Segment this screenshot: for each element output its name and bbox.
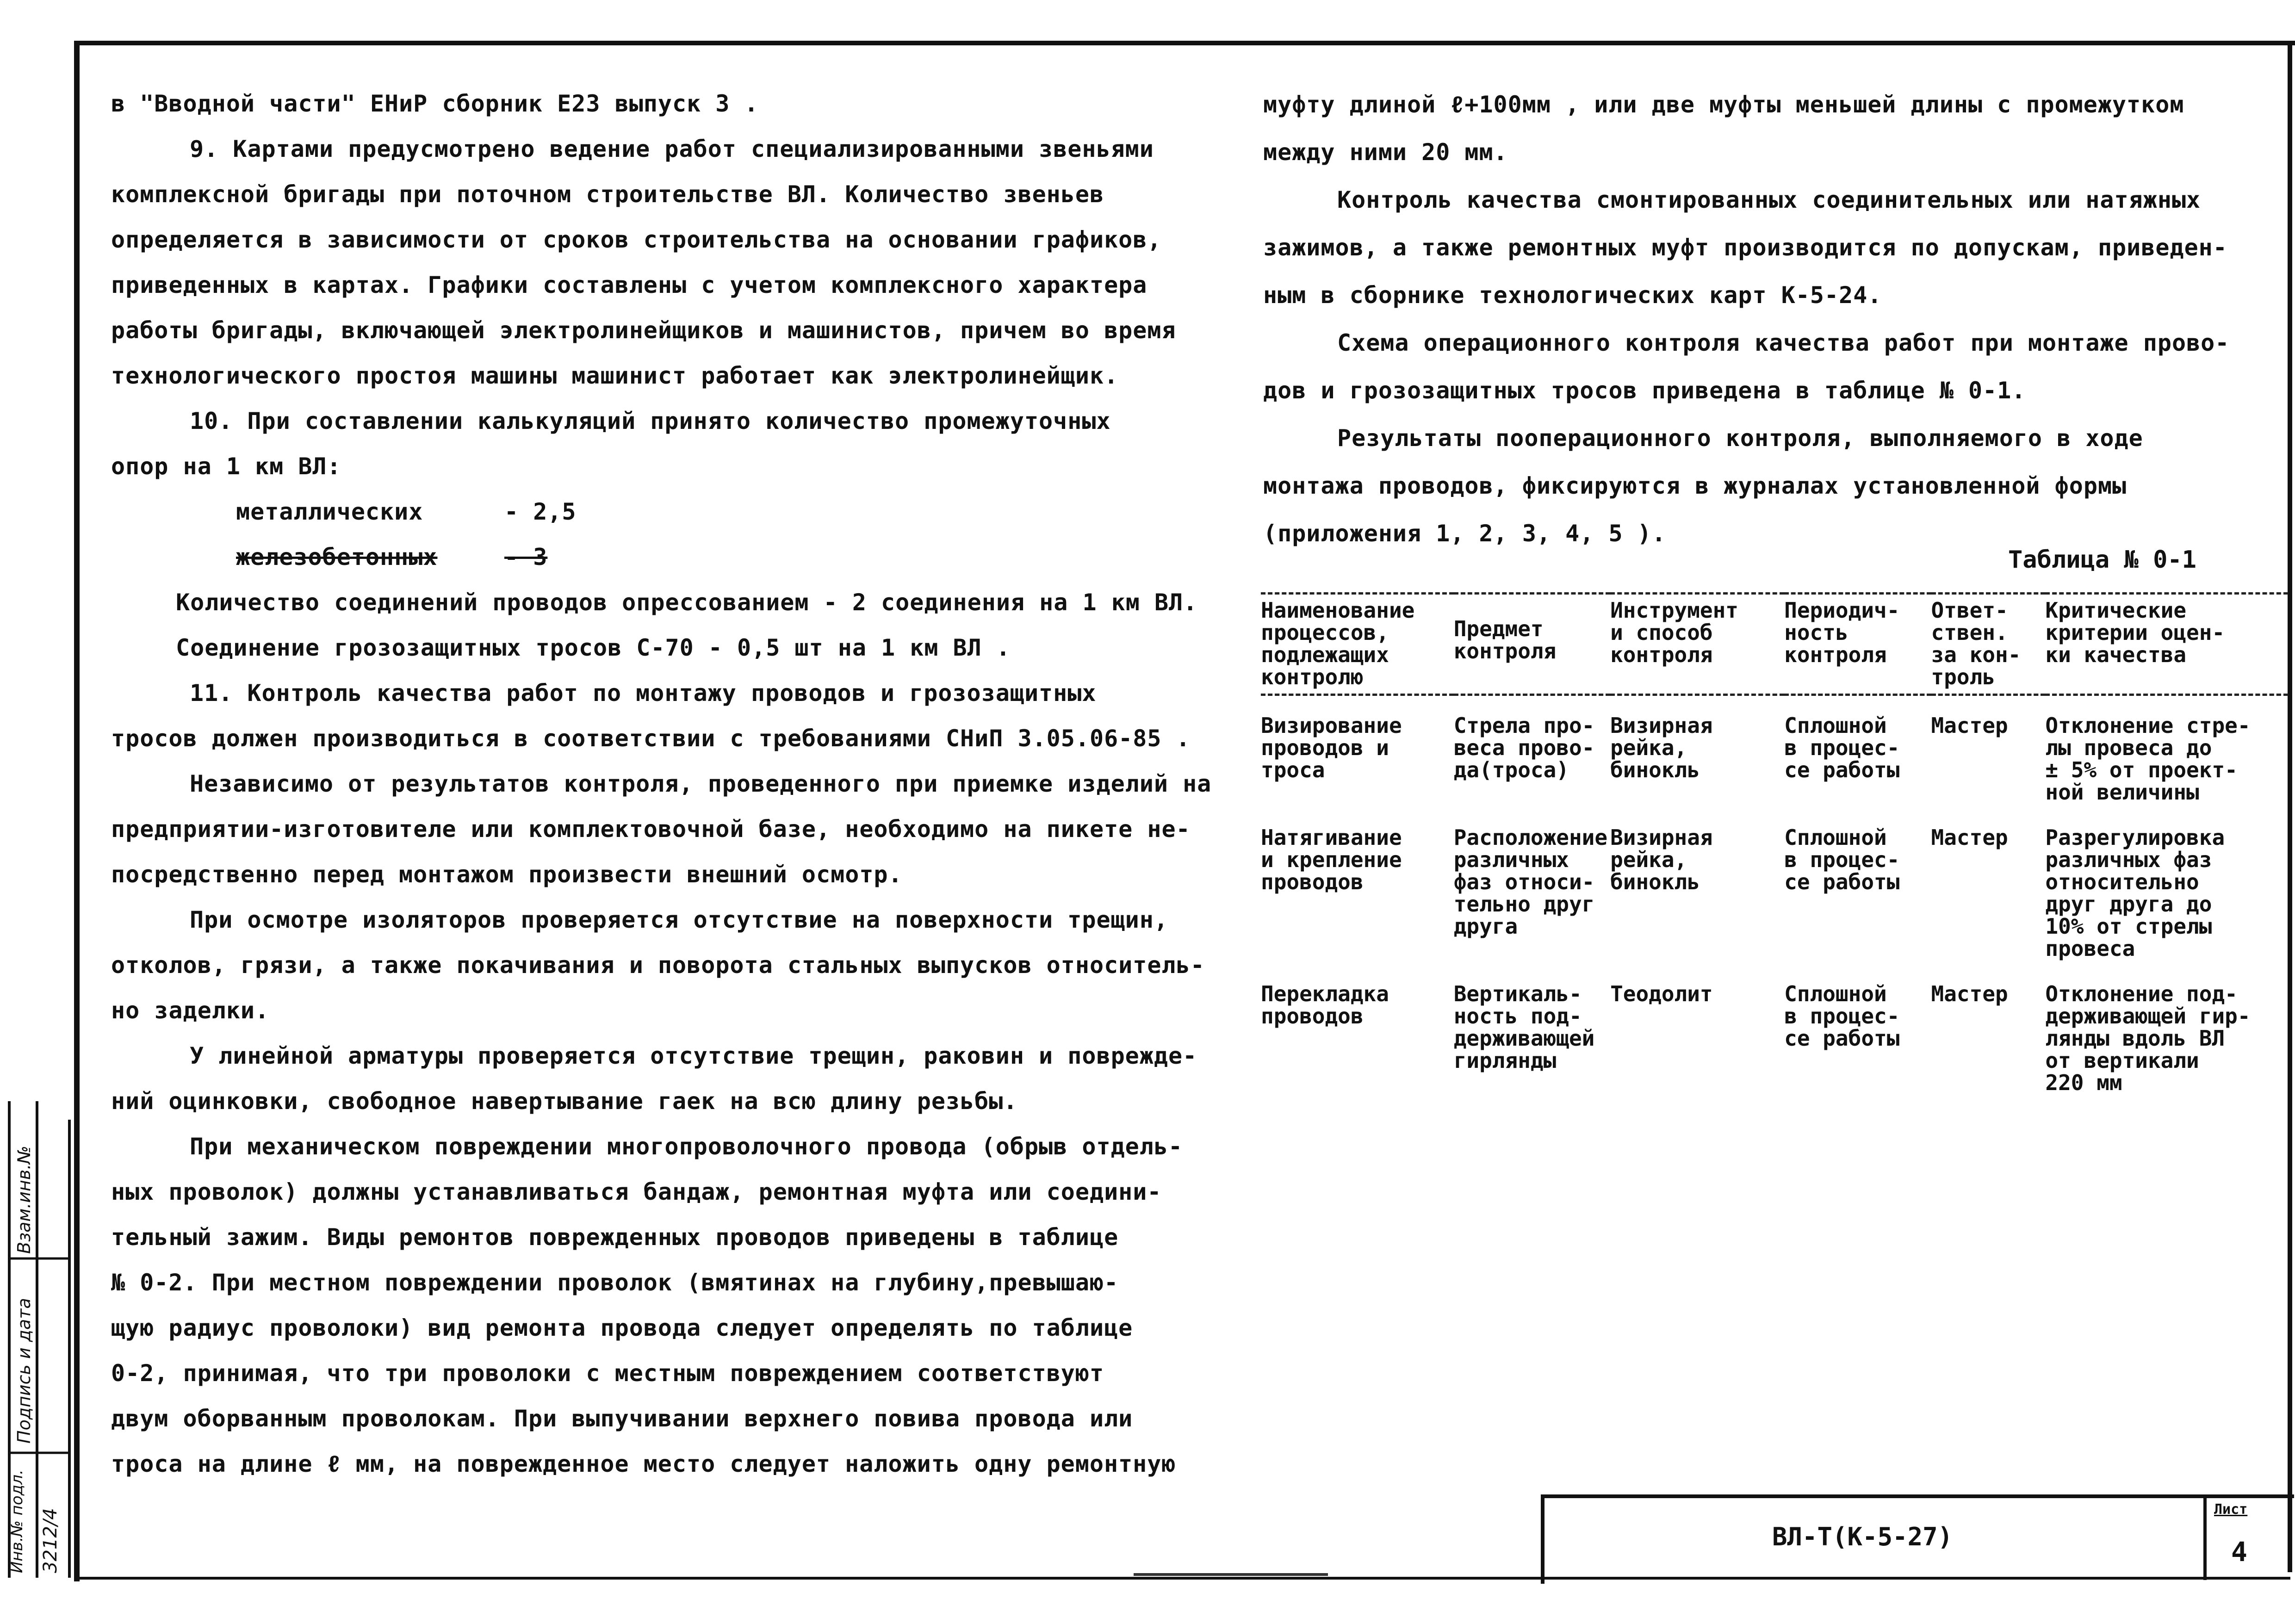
table-cell: Мастер [1931, 825, 2008, 850]
text-line: в "Вводной части" ЕНиР сборник Е23 выпуск 3 . [111, 90, 759, 117]
table-cell: Сплошной в процес- се работы [1784, 981, 1900, 1051]
title-block-divider [2203, 1494, 2207, 1580]
text-line: Схема операционного контроля качества работ при монтаже прово- [1337, 329, 2230, 356]
table-cell: Вертикаль- ность под- держивающей гирлянды [1453, 981, 1595, 1073]
text-line: отколов, грязи, а также покачивания и поворота стальных выпусков относитель- [111, 952, 1205, 979]
table-cell: Мастер [1931, 981, 2008, 1006]
text-line: работы бригады, включающей электролинейщиков и машинистов, причем во время [111, 317, 1176, 344]
table-cell: Визирная рейка, бинокль [1610, 825, 1713, 894]
column-header: Предмет контроля [1454, 594, 1610, 695]
text-line: приведенных в картах. Графики составлены с учетом комплексного характера [111, 272, 1148, 298]
column-header: Ответ- ствен. за кон- троль [1931, 594, 2046, 695]
side-label: Взам.инв.№ [14, 1146, 34, 1254]
support-count-value: - 3 [504, 544, 548, 570]
text-line: Независимо от результатов контроля, проведенного при приемке изделий на [190, 770, 1212, 797]
support-count-value: - 2,5 [504, 498, 577, 525]
text-line: посредственно перед монтажом произвести внешний осмотр. [111, 861, 903, 888]
text-line: ным в сборнике технологических карт К-5-24. [1263, 282, 1882, 309]
text-line: При механическом повреждении многопроволочного провода (обрыв отдель- [190, 1133, 1183, 1160]
text-line: тельный зажим. Виды ремонтов поврежденных проводов приведены в таблице [111, 1224, 1119, 1251]
text-line: технологического простоя машины машинист работает как электролинейщик. [111, 362, 1119, 389]
table-cell: Мастер [1931, 713, 2008, 738]
table-cell: Отклонение под- держивающей гир- лянды вдоль ВЛ от вертикали 220 мм [2045, 981, 2251, 1095]
side-approval-stamp [0, 1101, 76, 1578]
text-line: 10. При составлении калькуляций принято количество промежуточных [190, 408, 1111, 434]
side-label: Инв.№ подл. [8, 1469, 26, 1573]
table-cell: Перекладка проводов [1261, 981, 1389, 1029]
support-count-row [111, 534, 1231, 580]
text-line: 11. Контроль качества работ по монтажу проводов и грозозащитных [190, 680, 1097, 707]
table-caption: Таблица № 0-1 [2008, 546, 2196, 574]
column-header: Периодич- ность контроля [1784, 594, 1931, 695]
text-line: Количество соединений проводов опрессованием - 2 соединения на 1 км ВЛ. [176, 589, 1198, 616]
footer-line [1134, 1573, 1328, 1576]
table-cell: Разрегулировка различных фаз относительно друг друга до 10% от стрелы провеса [2045, 825, 2225, 961]
text-line: ных проволок) должны устанавливаться бандаж, ремонтная муфта или соедини- [111, 1178, 1162, 1205]
table-cell: Визирная рейка, бинокль [1610, 713, 1713, 782]
table-row [1261, 808, 2288, 964]
table-row [1261, 964, 2288, 1098]
text-line: 0-2, принимая, что три проволоки с местным повреждением соответствуют [111, 1360, 1104, 1387]
left-text-column [111, 81, 1231, 1487]
frame-right-border [2288, 41, 2292, 1572]
text-line: № 0-2. При местном повреждении проволок (вмятинах на глубину,превышаю- [111, 1269, 1119, 1296]
text-line: Контроль качества смонтированных соединительных или натяжных [1337, 186, 2201, 213]
text-line: Результаты пооперационного контроля, выполняемого в ходе [1337, 425, 2143, 452]
frame-top-border [74, 41, 2295, 45]
table-cell: Расположение различных фаз относи- тельно друг друга [1453, 825, 1608, 939]
text-line: Соединение грозозащитных тросов С-70 - 0,5 шт на 1 км ВЛ . [176, 634, 1011, 661]
table-cell: Отклонение стре- лы провеса до ± 5% от проект- ной величины [2045, 713, 2251, 805]
text-line: опор на 1 км ВЛ: [111, 453, 341, 480]
support-type-label: железобетонных [236, 544, 438, 570]
support-count-row [111, 489, 1231, 534]
text-line: но заделки. [111, 997, 270, 1024]
table-cell: Сплошной в процес- се работы [1784, 825, 1900, 894]
text-line: определяется в зависимости от сроков строительства на основании графиков, [111, 226, 1162, 253]
table-header-row [1261, 594, 2288, 695]
quality-control-table [1261, 592, 2288, 1098]
text-line: между ними 20 мм. [1263, 139, 1508, 166]
support-type-label: металлических [236, 498, 423, 525]
table-cell: Сплошной в процес- се работы [1784, 713, 1900, 782]
document-code: ВЛ-Т(К-5-27) [1772, 1522, 1953, 1551]
text-line: зажимов, а также ремонтных муфт производится по допускам, приведен- [1263, 234, 2227, 261]
text-line: У линейной арматуры проверяется отсутствие трещин, раковин и поврежде- [190, 1042, 1197, 1069]
table-row [1261, 695, 2288, 808]
right-text-column [1263, 81, 2272, 558]
text-line: муфту длиной ℓ+100мм , или две муфты меньшей длины с промежутком [1263, 91, 2184, 118]
sheet-number: 4 [2231, 1536, 2247, 1568]
text-line: двум оборванным проволокам. При выпучивании верхнего повива провода или [111, 1405, 1133, 1432]
text-line: тросов должен производиться в соответствии с требованиями СНиП 3.05.06-85 . [111, 725, 1191, 752]
table-cell: Визирование проводов и троса [1261, 713, 1402, 782]
sheet-label: Лист [2214, 1501, 2248, 1518]
table-cell: Теодолит [1610, 981, 1713, 1006]
table-cell: Натягивание и крепление проводов [1261, 825, 1402, 894]
inventory-number: 3212/4 [40, 1508, 61, 1573]
text-line: 9. Картами предусмотрено ведение работ специализированными звеньями [190, 136, 1154, 162]
column-header: Критические критерии оцен- ки качества [2045, 594, 2288, 695]
side-label: Подпись и дата [14, 1298, 34, 1444]
text-line: предприятии-изготовителе или комплектовочной базе, необходимо на пикете не- [111, 816, 1191, 843]
text-line: (приложения 1, 2, 3, 4, 5 ). [1263, 520, 1666, 547]
column-header: Наименование процессов, подлежащих контролю [1261, 594, 1454, 695]
text-line: ний оцинковки, свободное навертывание гаек на всю длину резьбы. [111, 1088, 1018, 1115]
text-line: комплексной бригады при поточном строительстве ВЛ. Количество звеньев [111, 181, 1104, 208]
text-line: дов и грозозащитных тросов приведена в таблице № 0-1. [1263, 377, 2026, 404]
text-line: троса на длине ℓ мм, на поврежденное место следует наложить одну ремонтную [111, 1450, 1176, 1477]
table-cell: Стрела про- веса прово- да(троса) [1453, 713, 1595, 782]
text-line: монтажа проводов, фиксируются в журналах установленной формы [1263, 472, 2127, 499]
column-header: Инструмент и способ контроля [1610, 594, 1784, 695]
text-line: При осмотре изоляторов проверяется отсутствие на поверхности трещин, [190, 906, 1168, 933]
text-line: щую радиус проволоки) вид ремонта провода следует определять по таблице [111, 1314, 1133, 1341]
